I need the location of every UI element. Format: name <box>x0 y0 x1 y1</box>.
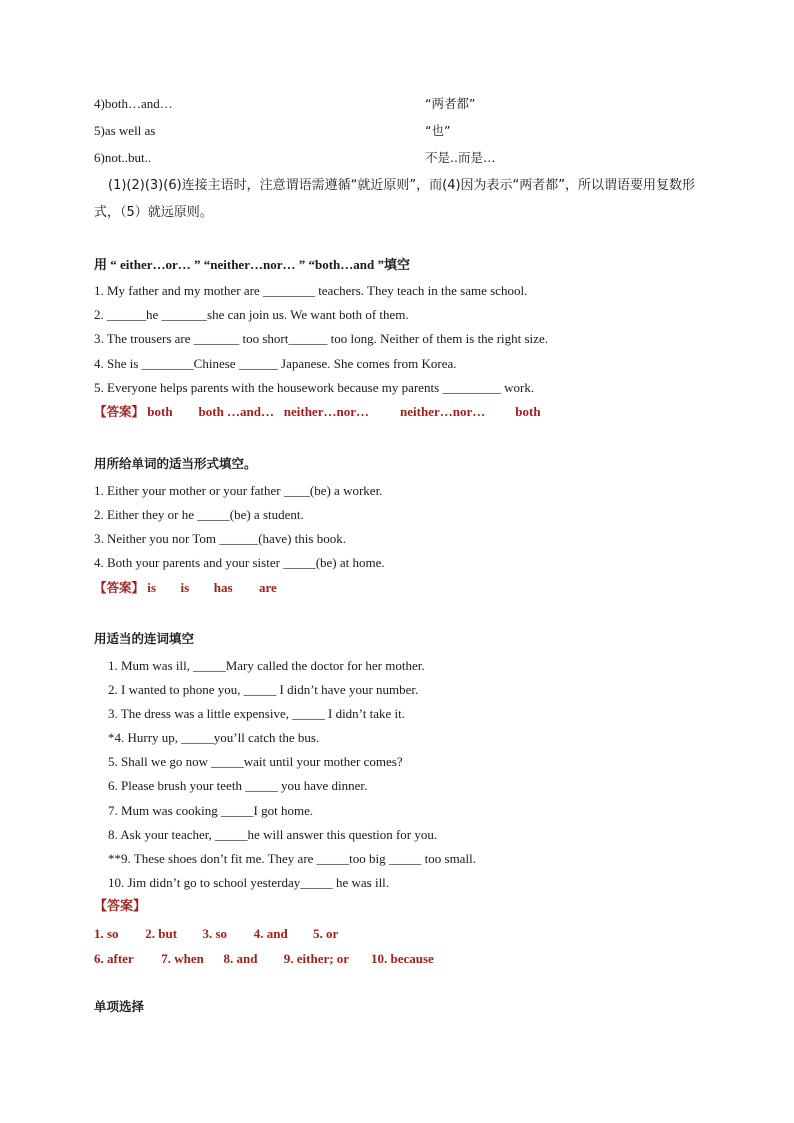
answer: 2. but <box>145 926 178 941</box>
question: 3. Neither you nor Tom ______(have) this book. <box>94 531 346 546</box>
list-item-left: 4)both…and… <box>94 96 173 111</box>
question: 5. Everyone helps parents with the housework because my parents _________ work. <box>94 380 535 395</box>
answer: 7. when <box>161 951 204 966</box>
answer: is <box>180 580 190 595</box>
answer: 5. or <box>313 926 339 941</box>
question: 7. Mum was cooking _____I got home. <box>108 803 314 818</box>
answer: 3. so <box>202 926 228 941</box>
answer: neither…nor… <box>283 404 369 419</box>
rule-note: (1)(2)(3)(6)连接主语时，注意谓语需遵循“就近原则”，而(4)因为表示“两者都”，所以谓语要用复数形式，（5）就远原则。 <box>94 178 696 220</box>
section-title-word-forms: 用所给单词的适当形式填空。 <box>94 456 257 471</box>
question: 8. Ask your teacher, _____he will answer this question for you. <box>108 827 438 842</box>
answer: both <box>147 404 173 419</box>
answer: 8. and <box>223 951 258 966</box>
question: *4. Hurry up, _____you’ll catch the bus. <box>108 730 320 745</box>
question: 1. Mum was ill, _____Mary called the doctor for her mother. <box>108 658 425 673</box>
answer-label: 【答案】 <box>94 899 147 914</box>
section-title-multiple-choice: 单项选择 <box>94 999 145 1014</box>
answer: 4. and <box>253 926 288 941</box>
list-item-right: “也” <box>425 123 451 138</box>
answer: 10. because <box>371 951 434 966</box>
answer-label: 【答案】 <box>94 404 145 419</box>
question: 2. Either they or he _____(be) a student. <box>94 507 304 522</box>
answer: are <box>259 580 277 595</box>
list-item-left: 5)as well as <box>94 123 156 138</box>
answer: 1. so <box>94 926 119 941</box>
answer-row <box>94 926 338 942</box>
section-title-either-neither-both: 用 “ either…or… ” “neither…nor… ” “both…and ”填空 <box>94 257 410 272</box>
answer: has <box>213 580 233 595</box>
list-item-right: “两者都” <box>425 96 476 111</box>
question: 10. Jim didn’t go to school yesterday_____ he was ill. <box>108 875 390 890</box>
answer-row <box>94 951 434 967</box>
list-item-left: 6)not..but.. <box>94 150 152 165</box>
question: 3. The dress was a little expensive, _____ I didn’t take it. <box>108 706 406 721</box>
list-item-right: 不是..而是… <box>425 150 496 165</box>
question: 6. Please brush your teeth _____ you have dinner. <box>108 778 368 793</box>
question: **9. These shoes don’t fit me. They are _____too big _____ too small. <box>108 851 476 866</box>
question: 3. The trousers are _______ too short______ too long. Neither of them is the right size. <box>94 331 548 346</box>
question: 4. She is ________Chinese ______ Japanese. She comes from Korea. <box>94 356 457 371</box>
section-title-conjunctions: 用适当的连词填空 <box>94 631 195 646</box>
answer-row <box>94 580 277 596</box>
question: 1. Either your mother or your father ____(be) a worker. <box>94 483 383 498</box>
answer-label: 【答案】 <box>94 580 145 595</box>
question: 2. I wanted to phone you, _____ I didn’t have your number. <box>108 682 419 697</box>
question: 1. My father and my mother are ________ teachers. They teach in the same school. <box>94 283 528 298</box>
question: 2. ______he _______she can join us. We want both of them. <box>94 307 409 322</box>
answer: both <box>515 404 541 419</box>
question: 5. Shall we go now _____wait until your mother comes? <box>108 754 403 769</box>
answer: is <box>147 580 156 595</box>
answer: neither…nor… <box>400 404 486 419</box>
answer: 9. either; or <box>283 951 350 966</box>
answer-row <box>94 404 541 420</box>
answer: both …and… <box>198 404 275 419</box>
answer: 6. after <box>94 951 134 966</box>
question: 4. Both your parents and your sister _____(be) at home. <box>94 555 385 570</box>
